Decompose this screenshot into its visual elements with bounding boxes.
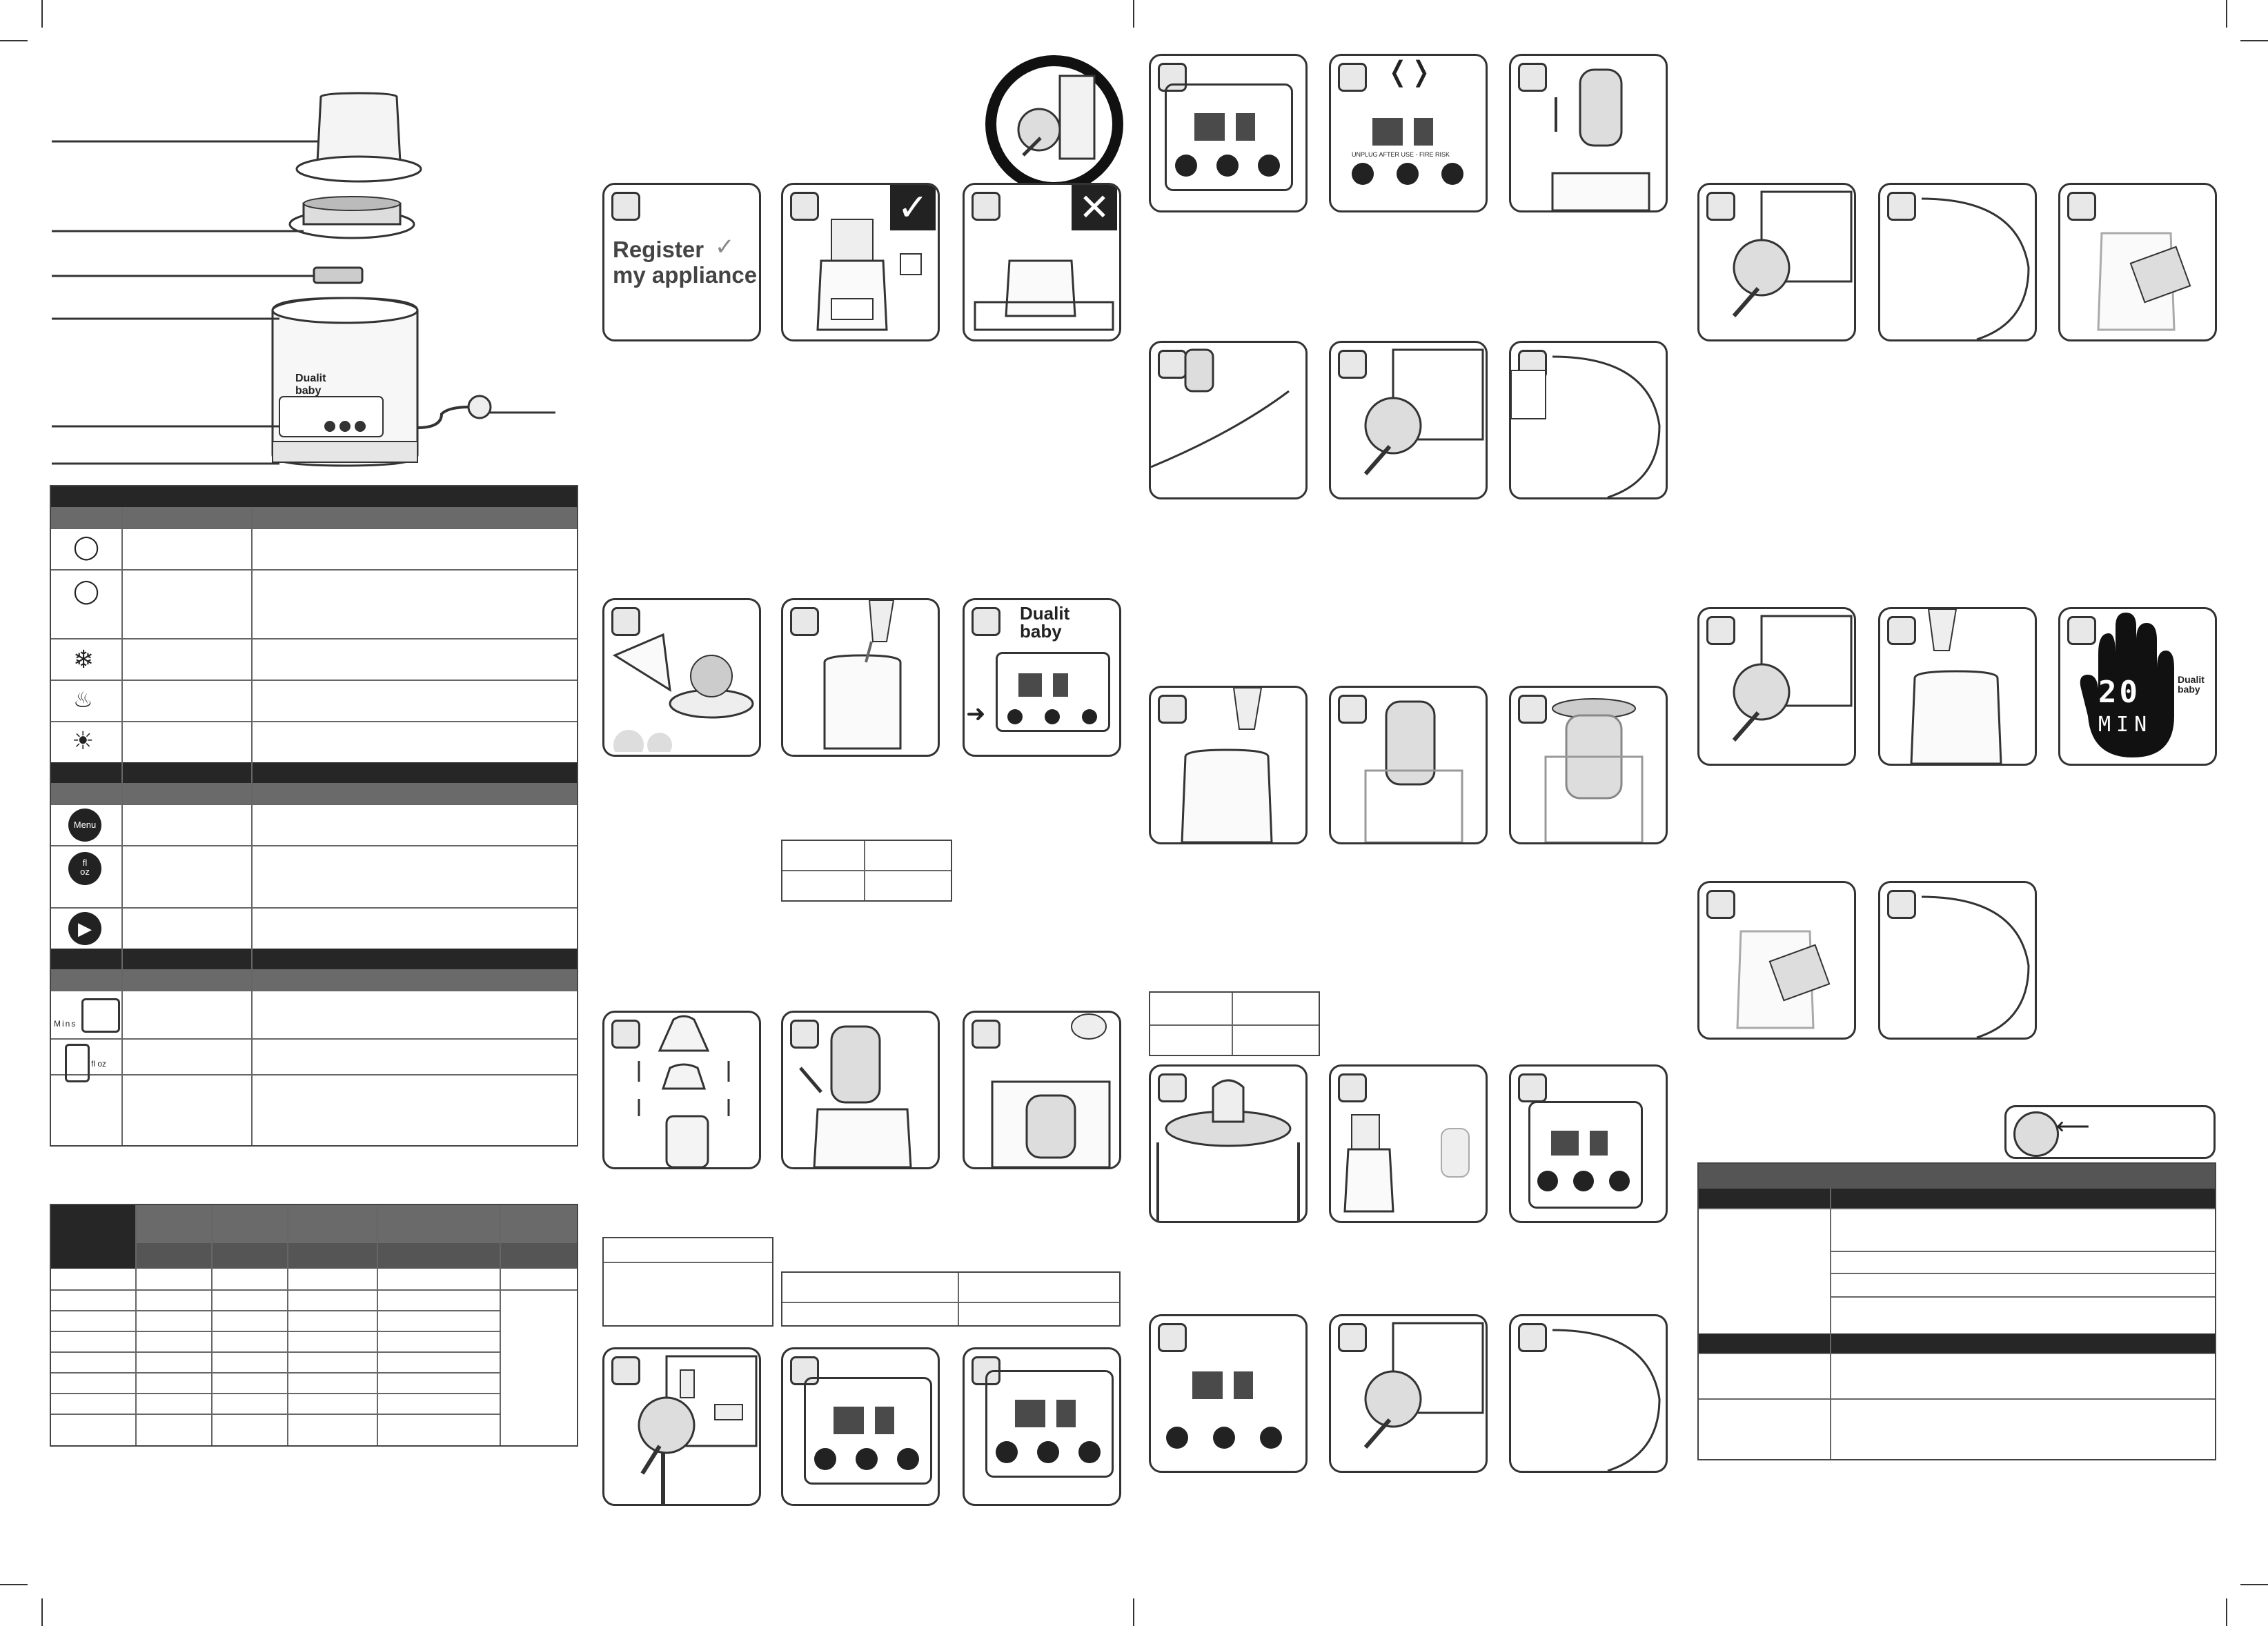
step-wipe-panel-2 <box>1509 1314 1668 1473</box>
timer-unit: MIN <box>2098 713 2153 737</box>
insert-bottle-illustration <box>797 1013 928 1167</box>
spec-table-corner <box>51 1205 135 1269</box>
menu-button[interactable] <box>1537 1171 1558 1191</box>
step-clean-basket-panel <box>602 598 761 757</box>
display-table-subheader <box>51 969 577 991</box>
floz-button[interactable] <box>1573 1171 1594 1191</box>
step-unplug-panel <box>1329 341 1488 499</box>
bottle-assembly-illustration <box>618 1013 749 1167</box>
bottle-warm-icon: ◯ <box>73 578 100 604</box>
crop-mark-bottom-left-h <box>0 1584 28 1585</box>
control-panel-display <box>985 1370 1114 1478</box>
step-number-box <box>972 607 1000 636</box>
menu-button[interactable] <box>1352 163 1374 185</box>
start-button[interactable] <box>897 1448 919 1470</box>
symbols-row-bottle-warm <box>51 569 577 640</box>
step-descale-wait-panel <box>2058 607 2217 766</box>
unplug-illustration <box>1338 1316 1486 1471</box>
note-table-right <box>781 1271 1121 1327</box>
snowflake-icon: ❄ <box>73 645 95 673</box>
step-steriliser-basket-panel <box>1149 1064 1308 1223</box>
brand-logo-small <box>2178 675 2205 694</box>
spec-table-header-row1 <box>135 1205 577 1243</box>
unplug-illustration <box>1706 185 1854 339</box>
tick-icon: ✓ <box>890 185 936 230</box>
plug-zoom-illustration <box>985 55 1123 193</box>
register-line-1: Register <box>613 237 704 262</box>
start-button[interactable] <box>1078 1441 1101 1463</box>
symbols-row-descale <box>51 721 577 764</box>
start-button[interactable] <box>1609 1171 1630 1191</box>
plug-in-illustration <box>611 1349 759 1504</box>
step-descale-fill-panel <box>1149 686 1308 844</box>
beep-icon: ❬❭ <box>1386 57 1433 87</box>
control-panel-display <box>1165 83 1293 191</box>
step-care-unplug-panel <box>1697 183 1856 341</box>
step-care-cloth-panel <box>2058 183 2217 341</box>
lcd-display-right <box>875 1407 894 1434</box>
control-panel-display <box>1528 1101 1643 1209</box>
step-descale-cloth-panel <box>1697 881 1856 1040</box>
display-row-floz <box>51 1038 577 1075</box>
wipe-illustration <box>1880 185 2035 339</box>
lcd-display-right <box>1234 1371 1253 1399</box>
fuse-plug-callout <box>2004 1105 2216 1159</box>
play-button-icon: ▶ <box>68 912 101 945</box>
steam-icon: ♨ <box>73 687 93 712</box>
lift-bottle-illustration <box>1532 56 1663 210</box>
unplug-illustration <box>1706 609 1854 764</box>
arrow-icon: ➜ <box>966 701 986 727</box>
unplug-illustration <box>1338 343 1486 497</box>
symbols-row-snowflake <box>51 638 577 681</box>
menu-button[interactable] <box>1166 1427 1188 1449</box>
symbols-row-bottle <box>51 528 577 571</box>
crop-mark-top-mid <box>1133 0 1134 28</box>
brand-logo-bottom: baby <box>1020 621 1062 642</box>
step-unplug-panel-2 <box>1329 1314 1488 1473</box>
note-table-left <box>602 1237 773 1327</box>
bottle-in-warmer-illustration <box>1345 688 1483 842</box>
step-press-menu-panel <box>963 598 1121 757</box>
display-mins-label: Mins <box>54 1019 77 1029</box>
crop-mark-bottom-right <box>2226 1598 2227 1626</box>
tick-swoosh-icon: ✓ <box>715 234 735 260</box>
steriliser-table <box>1149 991 1320 1056</box>
symbols-table-header <box>51 486 577 508</box>
floz-button[interactable] <box>1037 1441 1059 1463</box>
floz-button[interactable] <box>1213 1427 1235 1449</box>
wipe-illustration <box>1880 883 2035 1038</box>
display-row-mins <box>51 990 577 1040</box>
menu-button[interactable] <box>1007 709 1023 724</box>
spec-table-header-row2 <box>135 1243 577 1269</box>
buttons-row-start <box>51 907 577 950</box>
buttons-row-floz <box>51 845 577 909</box>
basket-in-warmer-illustration <box>1151 1067 1305 1221</box>
menu-button[interactable] <box>814 1448 836 1470</box>
step-number-box <box>1518 1073 1547 1102</box>
lcd-display-right <box>1590 1131 1608 1156</box>
lcd-display-left <box>1192 1371 1223 1399</box>
step-descale-wipe-panel <box>1878 881 2037 1040</box>
start-button[interactable] <box>1260 1427 1282 1449</box>
step-steriliser-settings-panel <box>1509 1064 1668 1223</box>
buttons-table-subheader <box>51 783 577 805</box>
plug-icon <box>2013 1111 2059 1157</box>
warmer-on-sink-illustration <box>972 212 1116 337</box>
symbols-table-subheader <box>51 507 577 529</box>
lcd-display-right <box>1236 113 1255 141</box>
brand-logo-body <box>295 373 326 397</box>
lcd-display-left <box>1018 673 1042 697</box>
floz-button[interactable] <box>856 1448 878 1470</box>
step-steriliser-assembly-panel <box>1509 686 1668 844</box>
display-table-header <box>51 949 577 971</box>
step-press-floz-panel <box>963 1347 1121 1506</box>
crop-mark-bottom-left <box>41 1598 43 1626</box>
start-button[interactable] <box>1258 155 1280 177</box>
step-number-box <box>611 192 640 221</box>
descale-icon: ☀ <box>72 726 95 755</box>
step-register-panel <box>602 183 761 341</box>
step-incorrect-placement-panel <box>963 183 1121 341</box>
display-mins-icon <box>81 998 120 1033</box>
start-button[interactable] <box>1082 709 1097 724</box>
pour-into-warmer-illustration <box>978 1013 1116 1167</box>
start-button[interactable] <box>1441 163 1463 185</box>
brand-logo-top: Dualit <box>1020 603 1070 624</box>
arrow-icon: ⟵ <box>2056 1113 2090 1140</box>
step-pour-water-bottle-panel <box>963 1011 1121 1169</box>
troubleshooting-table <box>1697 1162 2216 1460</box>
crop-mark-top-left <box>41 0 43 28</box>
step-steriliser-done-panel <box>1149 1314 1308 1473</box>
step-plug-in-panel <box>602 1347 761 1506</box>
lcd-display-left <box>1372 118 1403 146</box>
floz-button-icon <box>68 852 101 885</box>
descale-pour-illustration <box>1887 609 2032 764</box>
step-insert-bottle-panel-2 <box>1329 686 1488 844</box>
step-select-floz-panel <box>781 1347 940 1506</box>
step-correct-placement-panel <box>781 183 940 341</box>
pour-water-illustration <box>797 600 928 752</box>
symbols-table <box>50 485 578 1147</box>
descale-pour-illustration <box>1158 688 1303 842</box>
step-assemble-bottle-panel <box>602 1011 761 1169</box>
menu-button-icon <box>68 809 101 842</box>
lcd-display-left <box>1551 1131 1579 1156</box>
step-fill-water-panel <box>781 598 940 757</box>
crop-mark-bottom-right-h <box>2240 1584 2268 1585</box>
crop-mark-bottom-mid <box>1133 1598 1134 1626</box>
floz-button-label-bottom: oz <box>80 866 90 877</box>
display-row-floz-2 <box>51 1074 577 1122</box>
brand-logo-large <box>1020 604 1069 640</box>
display-floz-label: fl oz <box>91 1059 107 1069</box>
product-exploded-diagram <box>41 83 580 483</box>
wipe-illustration <box>1511 1316 1666 1471</box>
buttons-table-header <box>51 762 577 784</box>
crop-mark-top-right-h <box>2240 40 2268 41</box>
brand-logo-bottom: baby <box>295 385 322 397</box>
step-descale-unplug-panel <box>1697 607 1856 766</box>
step-descale-pour-panel <box>1878 607 2037 766</box>
lcd-display-left <box>1015 1400 1045 1427</box>
bottle-icon: ◯ <box>73 534 100 560</box>
step-steriliser-lid-panel <box>1329 1064 1488 1223</box>
menu-button[interactable] <box>1175 155 1197 177</box>
spec-table <box>50 1204 578 1447</box>
cloth-clean-illustration <box>2067 192 2212 337</box>
step-beep-panel <box>1329 54 1488 212</box>
symbols-row-steam <box>51 680 577 722</box>
register-line-2: my appliance <box>613 262 758 288</box>
lcd-display-right <box>1056 1400 1076 1427</box>
step-test-temperature-panel <box>1149 341 1308 499</box>
steriliser-assembly-illustration <box>1525 688 1663 842</box>
cloth-clean-illustration <box>1706 890 1851 1035</box>
wipe-illustration <box>1511 343 1666 497</box>
control-panel-display <box>1158 1344 1296 1468</box>
lcd-display-left <box>1194 113 1225 141</box>
lcd-display-right <box>1414 118 1433 146</box>
step-number-box <box>1338 63 1367 92</box>
control-panel-display <box>996 652 1110 732</box>
display-floz-icon <box>65 1044 90 1082</box>
step-wipe-panel <box>1509 341 1668 499</box>
crop-mark-top-left-h <box>0 40 28 41</box>
warmer-on-worktop-illustration <box>811 212 935 337</box>
timer-value: 20 <box>2098 675 2140 710</box>
floz-button[interactable] <box>1045 709 1060 724</box>
cross-icon: ✕ <box>1072 185 1117 230</box>
brand-logo-top: Dualit <box>295 373 326 384</box>
step-start-panel <box>1149 54 1308 212</box>
floz-button[interactable] <box>1397 163 1419 185</box>
basket-washing-illustration <box>608 628 756 752</box>
steriliser-with-lid-illustration <box>1338 1073 1483 1218</box>
control-panel-display <box>1338 97 1469 201</box>
floz-button[interactable] <box>1216 155 1239 177</box>
crop-mark-top-right <box>2226 0 2227 28</box>
control-panel-display <box>804 1377 932 1485</box>
step-remove-bottle-panel <box>1509 54 1668 212</box>
menu-button[interactable] <box>996 1441 1018 1463</box>
buttons-row-menu <box>51 804 577 846</box>
wrist-test-illustration <box>1151 343 1305 497</box>
lcd-display-right <box>1053 673 1068 697</box>
step-insert-bottle-panel <box>781 1011 940 1169</box>
menu-button-label: Menu <box>73 820 97 830</box>
water-level-table <box>781 840 952 902</box>
brand-logo-bottom: baby <box>2178 684 2200 695</box>
floz-button-label-top: fl <box>82 857 88 868</box>
warning-text: UNPLUG AFTER USE - FIRE RISK <box>1352 151 1450 158</box>
lcd-display-left <box>834 1407 864 1434</box>
brand-logo-top: Dualit <box>2178 674 2205 685</box>
step-care-wipe-panel <box>1878 183 2037 341</box>
